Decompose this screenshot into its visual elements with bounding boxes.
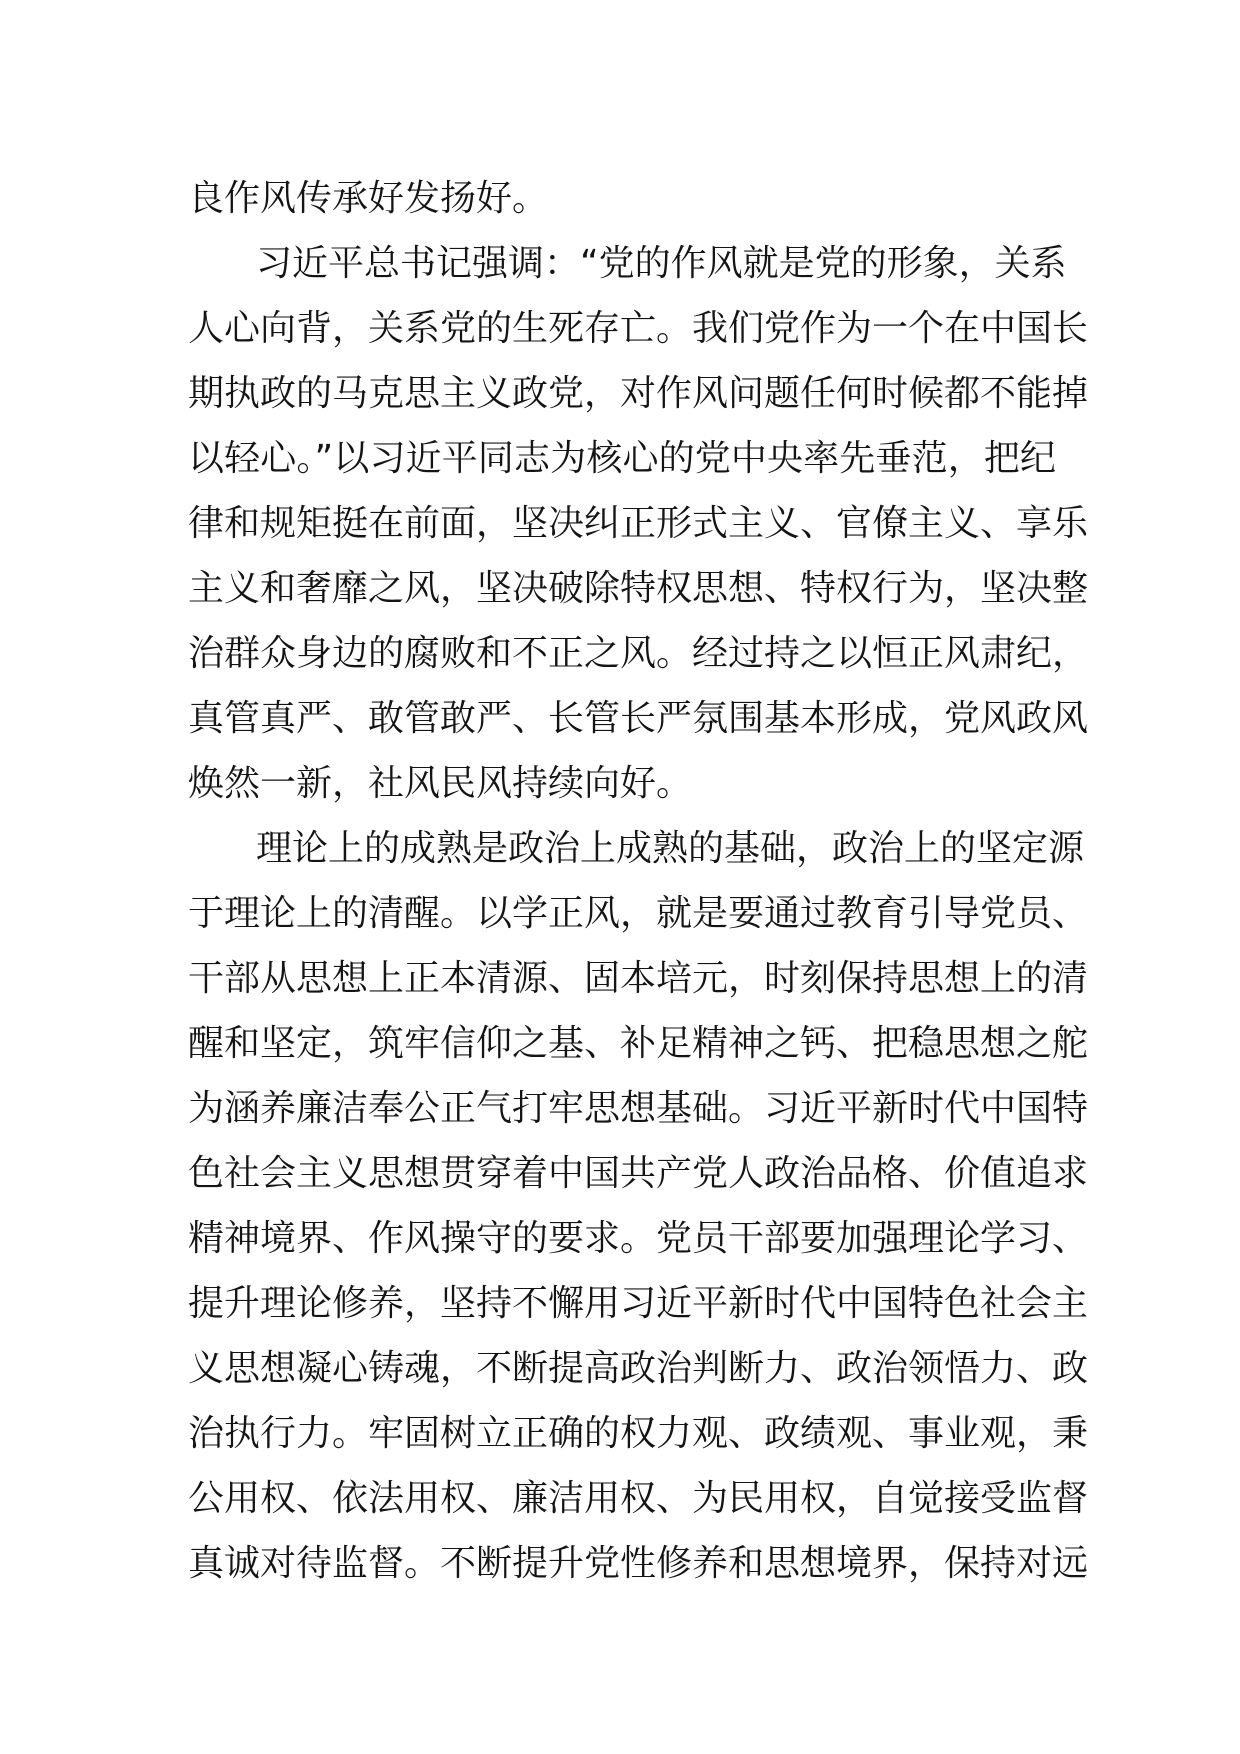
text-line: 律和规矩挺在前面，坚决纠正形式主义、官僚主义、享乐 bbox=[188, 503, 1089, 544]
text-line: 治执行力。牢固树立正确的权力观、政绩观、事业观，秉 bbox=[188, 1413, 1089, 1454]
text-line: 公用权、依法用权、廉洁用权、为民用权，自觉接受监督 bbox=[188, 1478, 1089, 1519]
text-line: 精神境界、作风操守的要求。党员干部要加强理论学习、 bbox=[188, 1218, 1089, 1259]
text-line: 期执政的马克思主义政党，对作风问题任何时候都不能掉 bbox=[188, 373, 1089, 414]
text-line: 义思想凝心铸魂，不断提高政治判断力、政治领悟力、政 bbox=[188, 1348, 1089, 1389]
document-body bbox=[188, 166, 1089, 1596]
text-line: 于理论上的清醒。以学正风，就是要通过教育引导党员、 bbox=[188, 893, 1089, 934]
text-line: 色社会主义思想贯穿着中国共产党人政治品格、价值追求 bbox=[188, 1153, 1089, 1194]
text-line: 人心向背，关系党的生死存亡。我们党作为一个在中国长 bbox=[188, 308, 1089, 349]
text-line: 干部从思想上正本清源、固本培元，时刻保持思想上的清 bbox=[188, 958, 1089, 999]
text-line: 为涵养廉洁奉公正气打牢思想基础。习近平新时代中国特 bbox=[188, 1088, 1089, 1129]
text-line: 以轻心。”以习近平同志为核心的党中央率先垂范，把纪 bbox=[188, 438, 1056, 479]
text-line: 真诚对待监督。不断提升党性修养和思想境界，保持对远 bbox=[188, 1543, 1089, 1584]
text-line: 习近平总书记强调：“党的作风就是党的形象，关系 bbox=[256, 243, 1067, 284]
text-line: 真管真严、敢管敢严、长管长严氛围基本形成，党风政风 bbox=[188, 698, 1089, 739]
text-line: 理论上的成熟是政治上成熟的基础，政治上的坚定源 bbox=[256, 828, 1085, 869]
text-line: 良作风传承好发扬好。 bbox=[188, 178, 549, 219]
text-line: 治群众身边的腐败和不正之风。经过持之以恒正风肃纪， bbox=[188, 633, 1089, 674]
text-line: 焕然一新，社风民风持续向好。 bbox=[188, 763, 693, 804]
text-line: 主义和奢靡之风，坚决破除特权思想、特权行为，坚决整 bbox=[188, 568, 1089, 609]
text-line: 醒和坚定，筑牢信仰之基、补足精神之钙、把稳思想之舵 bbox=[188, 1023, 1089, 1064]
text-line: 提升理论修养，坚持不懈用习近平新时代中国特色社会主 bbox=[188, 1283, 1089, 1324]
